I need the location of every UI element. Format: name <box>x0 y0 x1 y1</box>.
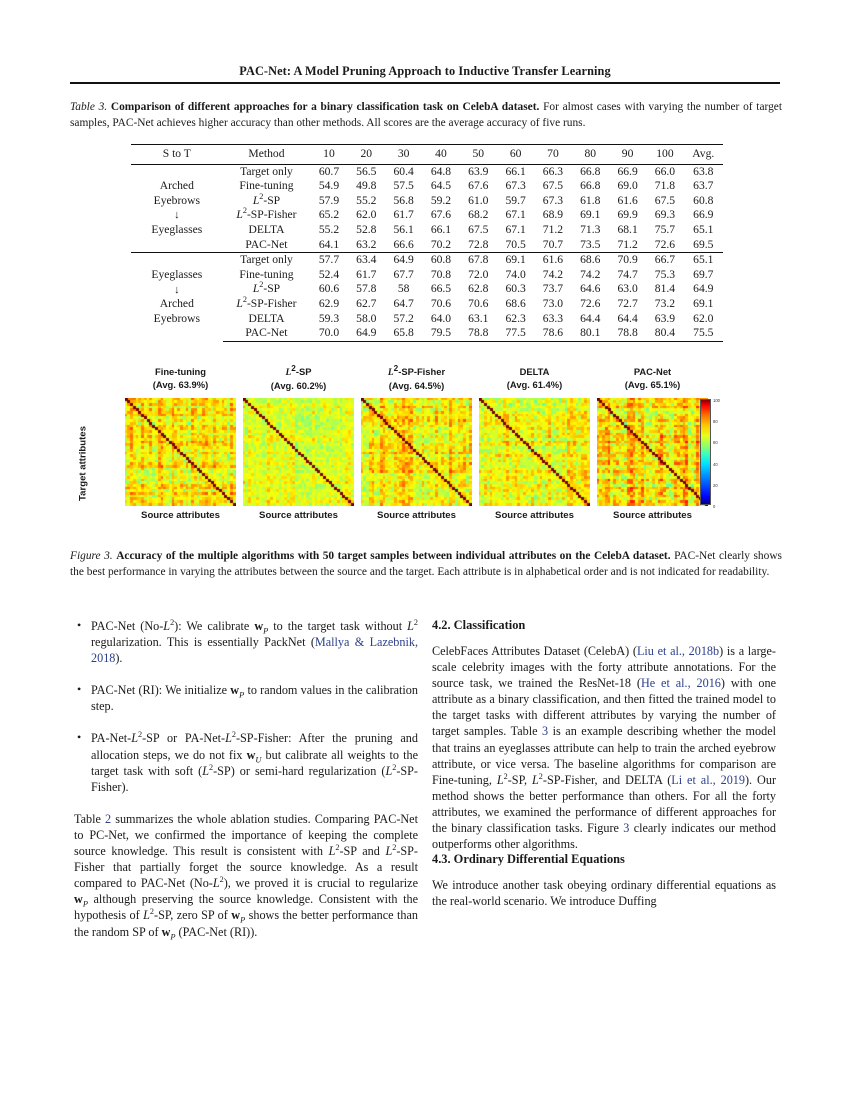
table-cell-value: 73.0 <box>542 296 564 310</box>
table-cell-value: 62.8 <box>468 282 489 296</box>
table-cell-value: 73.7 <box>542 282 564 296</box>
table-3 <box>131 144 723 342</box>
figure-caption-bold: Accuracy of the multiple algorithms with 50 target samples between individual attributes on the CelebA dataset. <box>116 550 671 562</box>
table-cell-value: 70.2 <box>430 237 452 251</box>
table-cell-value: 62.7 <box>356 296 377 310</box>
method-label: $L^2-SP$-Fisher <box>236 206 297 222</box>
table-cell-value: 74.2 <box>542 267 564 281</box>
table-cell-value: 78.8 <box>609 326 646 341</box>
heatmap-panel-title <box>597 366 708 391</box>
table-cell-value: 49.8 <box>356 179 377 193</box>
heatmap-x-axis-label: Source attributes <box>495 510 574 521</box>
heatmap-x-axis-label: Source attributes <box>141 510 220 521</box>
method-cell <box>223 191 311 209</box>
table-col-header: 40 <box>422 145 459 165</box>
table-cell-value: 56.5 <box>348 164 385 179</box>
method-label: Target only <box>240 253 293 267</box>
table-cell-value: 64.0 <box>430 311 452 325</box>
table-cell-value: 63.3 <box>542 311 564 325</box>
table-cell-value: 69.3 <box>654 208 676 222</box>
method-label: $L^2-SP$ <box>252 280 281 296</box>
figure-3 <box>70 363 782 534</box>
table-col-header: 30 <box>385 145 422 165</box>
table-cell-value: 60.8 <box>693 193 714 207</box>
table-cell-value: 64.9 <box>385 253 422 268</box>
heatmap-l2-sp <box>243 398 354 506</box>
heatmap-panel-average: (Avg. 65.1%) <box>624 378 681 390</box>
method-label: Fine-tuning <box>239 179 294 193</box>
table-cell-value: 59.3 <box>318 311 340 325</box>
table-cell-value: 60.7 <box>310 164 347 179</box>
table-col-header: 70 <box>534 145 571 165</box>
table-cell-value: 65.1 <box>693 222 714 236</box>
table-cell-value: 63.4 <box>348 253 385 268</box>
method-cell <box>223 208 311 223</box>
heatmap-panel-name: PAC-Net <box>633 366 672 377</box>
figure-caption-label: Figure 3. <box>70 550 113 562</box>
method-cell <box>223 282 311 297</box>
table-cell-value: 55.2 <box>356 193 377 207</box>
heatmap-panel-average: (Avg. 61.4%) <box>506 378 563 390</box>
table-cell-value: 75.3 <box>654 267 676 281</box>
table-cell-value: 72.6 <box>654 237 676 251</box>
heatmap-panel-average: (Avg. 63.9%) <box>152 378 209 390</box>
method-cell <box>223 223 311 238</box>
source-to-target-line: Eyeglasses <box>151 222 203 236</box>
method-cell <box>223 268 311 283</box>
table-cell-value: 66.5 <box>430 282 452 296</box>
heatmap-pac-net <box>597 398 708 506</box>
table-cell-value: 56.8 <box>393 193 414 207</box>
table-cell-value: 80.4 <box>646 326 683 341</box>
table-cell-value: 68.1 <box>617 222 638 236</box>
table-cell-value: 72.8 <box>468 237 489 251</box>
table-col-header: Method <box>223 145 311 165</box>
heatmap-panel-average: (Avg. 64.5%) <box>388 379 445 391</box>
method-label: $L^2-SP$ <box>252 191 281 207</box>
table-cell-value: 57.2 <box>393 311 414 325</box>
classification-paragraph: CelebFaces Attributes Dataset (CelebA) (Liu et al., 2018b) is a large-scale celebrity images with the forty attribute annotations. For the source task, we trained the ResNet-18 (He et al., 2016) with one attribute as a binary classification, and then fitted the trained model to the target tasks with different attributes by varying the number of target samples. Table 3 is an example describing whether the model that trains an eyeglasses attribute can help to train the arched eyebrow attribute, or vice versa. The baseline algorithms for comparison are Fine-tuning, $L^2-SP$, $L^2-SP$-Fisher, and DELTA (Li et al., 2019). Our method shows the better performance than others. For all the forty attributes, we examined the performance of different approaches for the binary classification tasks. Figure 3 clearly indicates our method outperforms other algorithms. <box>432 644 777 852</box>
table-cell-value: 62.3 <box>505 311 526 325</box>
table-cell-value: 70.5 <box>505 237 526 251</box>
method-label: DELTA <box>248 222 285 236</box>
table-cell-value: 75.5 <box>684 326 723 341</box>
table-cell-value: 70.6 <box>468 296 489 310</box>
table-caption-bold: Comparison of different approaches for a binary classification task on CelebA dataset. <box>110 101 540 113</box>
table-cell-value: 66.8 <box>580 179 601 193</box>
table-col-header: 100 <box>646 145 683 165</box>
table-cell-value: 52.8 <box>356 222 377 236</box>
heatmap-panel-name: L2-SP <box>285 363 312 378</box>
method-cell <box>223 253 311 268</box>
table-cell-value: 74.2 <box>580 267 601 281</box>
heatmap-x-axis-label: Source attributes <box>377 510 456 521</box>
table-cell-value: 62.0 <box>356 208 377 222</box>
header-rule <box>70 82 780 84</box>
table-cell-value: 59.2 <box>430 193 452 207</box>
heatmap-panel-average: (Avg. 60.2%) <box>270 379 327 391</box>
heatmap-panel-title <box>479 366 590 391</box>
table-header-row <box>131 145 723 165</box>
table-cell-value: 67.3 <box>505 179 526 193</box>
method-label: Target only <box>240 164 293 178</box>
table-cell-value: 59.7 <box>505 193 526 207</box>
table-cell-value: 75.7 <box>654 222 676 236</box>
table-cell-value: 65.2 <box>318 208 340 222</box>
table-cell-value: 65.1 <box>684 253 723 268</box>
table-cell-value: 61.7 <box>393 208 414 222</box>
table-cell-value: 67.1 <box>505 222 526 236</box>
colorbar-tick-label: 0 <box>713 504 716 509</box>
heatmap-panel-title <box>243 363 354 392</box>
table-cell-value: 71.8 <box>654 179 676 193</box>
table-cell-value: 67.8 <box>460 253 497 268</box>
colorbar-ticks <box>713 396 735 508</box>
table-row <box>131 253 723 268</box>
heatmap-panel-title <box>125 366 236 391</box>
table-cell-value: 67.6 <box>468 179 489 193</box>
table-cell-value: 55.2 <box>318 222 340 236</box>
table-cell-value: 58.0 <box>356 311 377 325</box>
heatmap-panel-name: DELTA <box>519 366 550 377</box>
table-cell-value: 79.5 <box>422 326 459 341</box>
heatmap-delta <box>479 398 590 506</box>
table-cell-value: 78.6 <box>534 326 571 341</box>
table-cell-value: 61.6 <box>534 253 571 268</box>
table-cell-value: 64.4 <box>617 311 638 325</box>
table-cell-value: 70.8 <box>430 267 452 281</box>
figure-caption-rest: PAC-Net clearly shows the best performance in varying the attributes between the source and the target. Each attribute is in alphabetical order and is not indicated for readability. <box>70 550 782 578</box>
heatmap-titles <box>70 363 782 396</box>
table-cell-value: 68.2 <box>468 208 489 222</box>
table-cell-value: 63.2 <box>356 237 377 251</box>
table-cell-value: 54.9 <box>318 179 340 193</box>
table-col-header: 80 <box>572 145 609 165</box>
table-cell-value: 74.7 <box>617 267 638 281</box>
source-to-target-line: ↓ <box>174 209 180 222</box>
table-cell-value: 64.6 <box>580 282 601 296</box>
heatmap-l2-sp-fisher <box>361 398 472 506</box>
table-cell-value: 70.7 <box>542 237 564 251</box>
table-cell-value: 68.6 <box>572 253 609 268</box>
table-col-header: 50 <box>460 145 497 165</box>
table-cell-value: 66.6 <box>393 237 414 251</box>
table-cell-value: 78.8 <box>460 326 497 341</box>
table-cell-value: 61.8 <box>580 193 601 207</box>
table-cell-value: 66.0 <box>646 164 683 179</box>
right-column <box>432 618 776 909</box>
heatmap-x-axis-label: Source attributes <box>613 510 692 521</box>
table-cell-value: 64.4 <box>580 311 601 325</box>
heatmap-x-axis-label: Source attributes <box>259 510 338 521</box>
table-col-header: Avg. <box>684 145 723 165</box>
method-cell <box>223 164 311 179</box>
table-col-header: 20 <box>348 145 385 165</box>
ablation-bullet-list <box>74 618 418 795</box>
colorbar-tick-label: 60 <box>713 440 718 446</box>
method-label: DELTA <box>248 311 285 325</box>
source-to-target-cell <box>131 164 223 253</box>
heatmap-panel-name: L2-SP-Fisher <box>387 363 446 378</box>
source-to-target-line: Arched <box>159 179 194 193</box>
table-cell-value: 67.5 <box>542 179 564 193</box>
section-title-ode: 4.3. Ordinary Differential Equations <box>432 852 625 867</box>
table-cell-value: 62.9 <box>318 296 340 310</box>
table-cell-value: 67.3 <box>542 193 564 207</box>
table-cell-value: 69.5 <box>693 237 714 251</box>
table-cell-value: 61.0 <box>468 193 489 207</box>
heatmap-panel-name: Fine-tuning <box>154 366 207 377</box>
table-cell-value: 80.1 <box>572 326 609 341</box>
source-to-target-cell <box>131 253 223 342</box>
table-cell-value: 67.6 <box>430 208 452 222</box>
table-cell-value: 64.7 <box>393 296 414 310</box>
table-caption-rest: For almost cases with varying the number of target samples, PAC-Net achieves higher accuracy than other methods. All scores are the average accuracy of five runs. <box>70 101 782 129</box>
source-to-target-line: Arched <box>159 297 194 311</box>
table-cell-value: 71.2 <box>542 222 564 236</box>
bullet-item: • PAC-Net (RI): We initialize $w_P$ to random values in the calibration step. <box>74 682 418 714</box>
figure-caption <box>70 549 782 580</box>
table-cell-value: 68.9 <box>542 208 564 222</box>
table-cell-value: 63.9 <box>460 164 497 179</box>
method-label: $L^2-SP$-Fisher <box>236 295 297 310</box>
table-cell-value: 61.6 <box>617 193 638 207</box>
ablation-paragraph: Table 2 summarizes the whole ablation studies. Comparing PAC-Net to PC-Net, we confirmed the importance of keeping the complete source knowledge. This result is consistent with $L^2-SP$ and $L^2-SP$-Fisher that partially forget the source knowledge. As a result compared to PAC-Net $(No-L^2)$, we proved it is crucial to regularize $w_P$ although preserving the source knowledge. Consistent with the hypothesis of $L^2-SP$, zero SP of $w_P$ shows the better performance than the random SP of $w_P$ (PAC-Net (RI)). <box>74 811 418 941</box>
table-cell-value: 58 <box>397 282 410 296</box>
table-cell-value: 63.9 <box>654 311 676 325</box>
table-cell-value: 77.5 <box>497 326 534 341</box>
table-cell-value: 72.7 <box>617 296 638 310</box>
table-cell-value: 57.5 <box>393 179 414 193</box>
table-cell-value: 72.0 <box>468 267 489 281</box>
table-cell-value: 63.1 <box>468 311 489 325</box>
left-column <box>74 618 418 940</box>
table-cell-value: 69.1 <box>497 253 534 268</box>
source-to-target-line: Eyebrows <box>153 311 200 325</box>
colorbar-tick-label: 20 <box>713 482 718 488</box>
colorbar <box>700 399 711 505</box>
table-cell-value: 60.6 <box>318 282 340 296</box>
table-cell-value: 64.5 <box>430 179 452 193</box>
method-cell <box>223 312 311 327</box>
table-cell-value: 66.9 <box>609 164 646 179</box>
bullet-item: • $PA-Net-L^2-SP$ or $PA-Net-L^2-SP$-Fisher: After the pruning and allocation steps, we do not fix $w_U$ but calibrate all weights to the target task with soft $(L^2-SP)$ or semi-hard regularization $(L^2-SP-Fisher)$. <box>74 730 418 794</box>
table-cell-value: 67.5 <box>468 222 489 236</box>
table-cell-value: 81.4 <box>654 282 676 296</box>
table-cell-value: 69.9 <box>617 208 638 222</box>
table-caption-label: Table 3. <box>70 101 108 113</box>
method-label: Fine-tuning <box>239 267 294 281</box>
table-cell-value: 66.9 <box>693 208 714 222</box>
table-cell-value: 57.9 <box>318 193 340 207</box>
table-cell-value: 63.8 <box>684 164 723 179</box>
heatmap-panel-title <box>361 363 472 392</box>
source-to-target-line: Eyeglasses <box>151 268 203 281</box>
table-cell-value: 70.6 <box>430 296 452 310</box>
table-cell-value: 64.1 <box>318 237 340 251</box>
heatmap-fine-tuning <box>125 398 236 506</box>
table-cell-value: 60.3 <box>505 282 526 296</box>
table-cell-value: 70.0 <box>310 326 347 341</box>
method-cell <box>223 297 311 312</box>
table-cell-value: 62.0 <box>693 311 714 325</box>
table-cell-value: 57.7 <box>310 253 347 268</box>
source-to-target-line: Eyebrows <box>153 193 200 207</box>
table-cell-value: 60.4 <box>385 164 422 179</box>
method-cell <box>223 326 311 341</box>
method-cell <box>223 238 311 253</box>
table-cell-value: 69.0 <box>617 179 638 193</box>
bullet-item: • PAC-Net $(No-L^2)$: We calibrate $w_P$ to the target task without $L^2$ regularization. This is essentially PackNet (Mallya & Lazebnik, 2018). <box>74 618 418 666</box>
table-cell-value: 69.1 <box>580 208 601 222</box>
table-cell-value: 67.7 <box>393 267 414 281</box>
table-cell-value: 71.2 <box>617 237 638 251</box>
heatmap-y-axis-label: Target attributes <box>77 426 89 502</box>
table-col-header: 90 <box>609 145 646 165</box>
colorbar-tick-label: 80 <box>713 419 718 425</box>
method-cell <box>223 179 311 194</box>
table-cell-value: 67.1 <box>505 208 526 222</box>
table-cell-value: 64.9 <box>693 282 714 296</box>
table-cell-value: 74.0 <box>505 267 526 281</box>
running-header: PAC-Net: A Model Pruning Approach to Inductive Transfer Learning <box>239 64 611 78</box>
table-col-header: 60 <box>497 145 534 165</box>
table-cell-value: 70.9 <box>609 253 646 268</box>
table-cell-value: 64.8 <box>422 164 459 179</box>
ode-paragraph: We introduce another task obeying ordinary differential equations as the real-world scenario. We introduce Duffing <box>432 878 776 909</box>
table-cell-value: 69.1 <box>693 296 714 310</box>
table-cell-value: 63.7 <box>693 179 714 193</box>
table-cell-value: 61.7 <box>356 267 377 281</box>
table-cell-value: 66.1 <box>430 222 452 236</box>
method-label: PAC-Net <box>245 326 288 340</box>
table-cell-value: 73.2 <box>654 296 676 310</box>
table-cell-value: 67.5 <box>654 193 676 207</box>
table-col-header: 10 <box>310 145 347 165</box>
table-cell-value: 66.7 <box>646 253 683 268</box>
table-cell-value: 66.1 <box>497 164 534 179</box>
colorbar-tick-label: 100 <box>713 398 720 403</box>
table-cell-value: 68.6 <box>505 296 526 310</box>
table-cell-value: 52.4 <box>318 267 340 281</box>
table-cell-value: 57.8 <box>356 282 377 296</box>
table-cell-value: 72.6 <box>580 296 601 310</box>
method-label: PAC-Net <box>245 237 288 251</box>
table-cell-value: 66.8 <box>572 164 609 179</box>
table-cell-value: 69.7 <box>693 267 714 281</box>
table-cell-value: 66.3 <box>534 164 571 179</box>
colorbar-tick-label: 40 <box>713 461 718 467</box>
source-to-target-line: ↓ <box>174 283 180 296</box>
table-cell-value: 56.1 <box>393 222 414 236</box>
table-cell-value: 60.8 <box>422 253 459 268</box>
table-cell-value: 71.3 <box>580 222 601 236</box>
table-col-header: S to T <box>131 145 223 165</box>
table-cell-value: 64.9 <box>348 326 385 341</box>
table-row <box>131 164 723 179</box>
table-cell-value: 65.8 <box>385 326 422 341</box>
table-caption <box>70 100 782 131</box>
section-title-classification: 4.2. Classification <box>432 618 526 632</box>
table-cell-value: 63.0 <box>617 282 638 296</box>
table-cell-value: 73.5 <box>580 237 601 251</box>
